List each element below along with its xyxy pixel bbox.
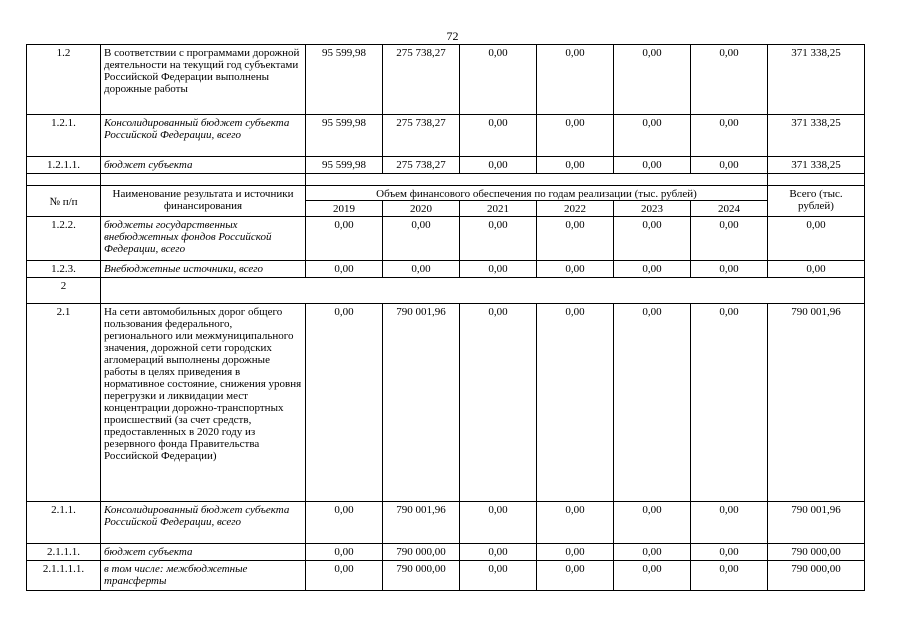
value-cell-2019: 95 599,98 xyxy=(306,157,383,174)
total-cell: 790 000,00 xyxy=(768,544,865,561)
total-cell: 371 338,25 xyxy=(768,45,865,115)
value-cell-2024: 0,00 xyxy=(691,45,768,115)
value-cell-2020: 790 000,00 xyxy=(383,561,460,591)
row-number: 1.2.2. xyxy=(27,217,101,261)
header-funding: Объем финансового обеспечения по годам реализации (тыс. рублей) xyxy=(306,186,768,201)
row-name: Консолидированный бюджет субъекта Российской Федерации, всего xyxy=(101,115,306,157)
section-name xyxy=(101,278,865,304)
table-section-2 xyxy=(27,304,865,591)
value-cell-2024: 0,00 xyxy=(691,544,768,561)
value-cell-2022: 0,00 xyxy=(537,502,614,544)
value-cell-2019: 0,00 xyxy=(306,304,383,502)
value-cell-2023: 0,00 xyxy=(614,45,691,115)
value-cell-2019: 95 599,98 xyxy=(306,45,383,115)
value-cell-2022: 0,00 xyxy=(537,561,614,591)
value-cell-2021: 0,00 xyxy=(460,217,537,261)
row-name: На сети автомобильных дорог общего пользования федерального, регионального или межмуниципального значения, дорожной сети городских агломераций выполнены дорожные работы в целях приведения в нормативное состояние, снижения уровня перегрузки и ликвидации мест концентрации дорожно-транспортных происшествий (за счет средств, предоставленных в 2020 году из резервного фонда Правительства Российской Федерации) xyxy=(101,304,306,502)
table-row xyxy=(27,561,865,591)
total-cell: 790 001,96 xyxy=(768,304,865,502)
value-cell-2024: 0,00 xyxy=(691,261,768,278)
value-cell-2020: 790 000,00 xyxy=(383,544,460,561)
row-number: 1.2.1.1. xyxy=(27,157,101,174)
row-name: В соответствии с программами дорожной деятельности на текущий год субъектами Российской Федерации выполнены дорожные работы xyxy=(101,45,306,115)
header-year: 2022 xyxy=(537,201,614,217)
row-number: 1.2 xyxy=(27,45,101,115)
value-cell-2020: 275 738,27 xyxy=(383,157,460,174)
value-cell-2019: 0,00 xyxy=(306,261,383,278)
value-cell-2020: 0,00 xyxy=(383,217,460,261)
table-section-1-2-cont xyxy=(27,217,865,278)
section-2-heading xyxy=(27,278,865,304)
value-cell-2022: 0,00 xyxy=(537,157,614,174)
table-gap xyxy=(27,174,865,186)
header-year: 2024 xyxy=(691,201,768,217)
total-cell: 0,00 xyxy=(768,217,865,261)
row-name: бюджет субъекта xyxy=(101,544,306,561)
table-row xyxy=(27,544,865,561)
row-name: бюджет субъекта xyxy=(101,157,306,174)
row-name: Внебюджетные источники, всего xyxy=(101,261,306,278)
value-cell-2023: 0,00 xyxy=(614,544,691,561)
value-cell-2021: 0,00 xyxy=(460,561,537,591)
header-year: 2020 xyxy=(383,201,460,217)
value-cell-2019: 0,00 xyxy=(306,561,383,591)
value-cell-2023: 0,00 xyxy=(614,502,691,544)
value-cell-2020: 790 001,96 xyxy=(383,502,460,544)
row-number: 1.2.3. xyxy=(27,261,101,278)
value-cell-2021: 0,00 xyxy=(460,261,537,278)
value-cell-2023: 0,00 xyxy=(614,261,691,278)
value-cell-2019: 0,00 xyxy=(306,502,383,544)
gap-cell-name xyxy=(101,174,306,186)
section-num: 2 xyxy=(27,278,101,304)
value-cell-2024: 0,00 xyxy=(691,217,768,261)
row-number: 2.1.1.1.1. xyxy=(27,561,101,591)
value-cell-2020: 275 738,27 xyxy=(383,45,460,115)
value-cell-2024: 0,00 xyxy=(691,115,768,157)
table-section-1-2 xyxy=(27,45,865,174)
row-name: бюджеты государственных внебюджетных фондов Российской Федерации, всего xyxy=(101,217,306,261)
value-cell-2024: 0,00 xyxy=(691,304,768,502)
row-number: 2.1.1. xyxy=(27,502,101,544)
financing-table xyxy=(26,44,865,591)
page-number: 72 xyxy=(446,29,459,43)
table-row xyxy=(27,157,865,174)
total-cell: 0,00 xyxy=(768,261,865,278)
table-row xyxy=(27,115,865,157)
gap-cell-num xyxy=(27,174,101,186)
value-cell-2022: 0,00 xyxy=(537,45,614,115)
total-cell: 371 338,25 xyxy=(768,157,865,174)
header-total: Всего (тыс. рублей) xyxy=(768,186,865,217)
total-cell: 790 001,96 xyxy=(768,502,865,544)
value-cell-2024: 0,00 xyxy=(691,561,768,591)
value-cell-2019: 0,00 xyxy=(306,217,383,261)
row-number: 1.2.1. xyxy=(27,115,101,157)
value-cell-2024: 0,00 xyxy=(691,157,768,174)
header-year: 2023 xyxy=(614,201,691,217)
value-cell-2021: 0,00 xyxy=(460,304,537,502)
table-row xyxy=(27,217,865,261)
table-row xyxy=(27,502,865,544)
value-cell-2022: 0,00 xyxy=(537,261,614,278)
value-cell-2022: 0,00 xyxy=(537,115,614,157)
value-cell-2023: 0,00 xyxy=(614,217,691,261)
value-cell-2023: 0,00 xyxy=(614,304,691,502)
gap-cell-values xyxy=(306,174,768,186)
value-cell-2023: 0,00 xyxy=(614,157,691,174)
row-number: 2.1 xyxy=(27,304,101,502)
value-cell-2023: 0,00 xyxy=(614,115,691,157)
header-num: № п/п xyxy=(27,186,101,217)
value-cell-2020: 790 001,96 xyxy=(383,304,460,502)
value-cell-2022: 0,00 xyxy=(537,217,614,261)
value-cell-2019: 0,00 xyxy=(306,544,383,561)
header-name: Наименование результата и источники финансирования xyxy=(101,186,306,217)
value-cell-2019: 95 599,98 xyxy=(306,115,383,157)
total-cell: 371 338,25 xyxy=(768,115,865,157)
total-cell: 790 000,00 xyxy=(768,561,865,591)
value-cell-2022: 0,00 xyxy=(537,304,614,502)
value-cell-2024: 0,00 xyxy=(691,502,768,544)
value-cell-2021: 0,00 xyxy=(460,157,537,174)
value-cell-2021: 0,00 xyxy=(460,544,537,561)
value-cell-2022: 0,00 xyxy=(537,544,614,561)
row-name: Консолидированный бюджет субъекта Российской Федерации, всего xyxy=(101,502,306,544)
value-cell-2021: 0,00 xyxy=(460,502,537,544)
gap-cell-total xyxy=(768,174,865,186)
value-cell-2021: 0,00 xyxy=(460,45,537,115)
row-number: 2.1.1.1. xyxy=(27,544,101,561)
header-year: 2019 xyxy=(306,201,383,217)
value-cell-2020: 275 738,27 xyxy=(383,115,460,157)
value-cell-2021: 0,00 xyxy=(460,115,537,157)
value-cell-2023: 0,00 xyxy=(614,561,691,591)
table-row xyxy=(27,261,865,278)
value-cell-2020: 0,00 xyxy=(383,261,460,278)
row-name: в том числе: межбюджетные трансферты xyxy=(101,561,306,591)
table-header xyxy=(27,186,865,217)
header-year: 2021 xyxy=(460,201,537,217)
table-row xyxy=(27,304,865,502)
table-row xyxy=(27,45,865,115)
